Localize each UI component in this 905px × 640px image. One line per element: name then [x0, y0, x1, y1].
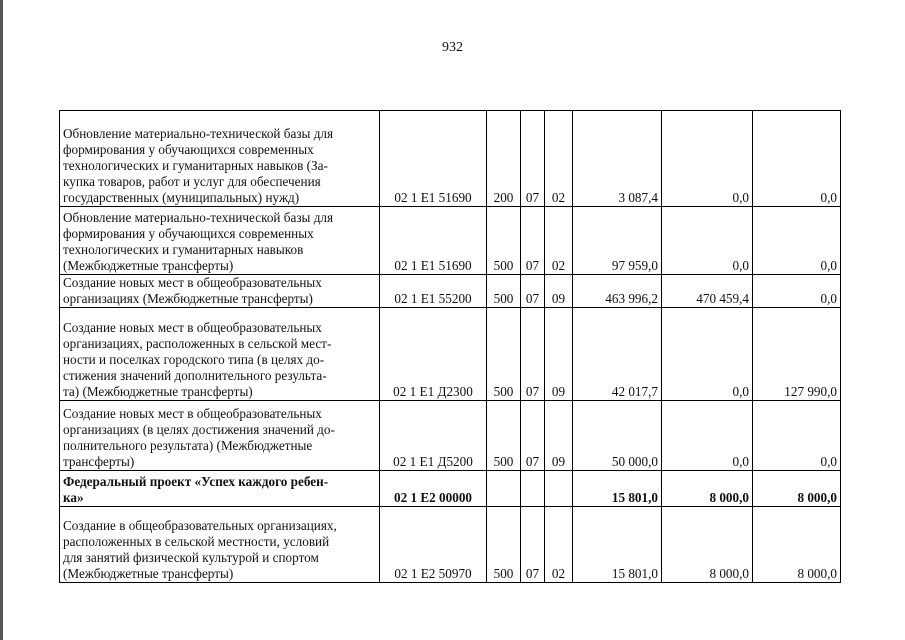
row-amount-2: 470 459,4 — [662, 275, 753, 308]
row-expense-type: 500 — [487, 275, 521, 308]
row-name — [60, 308, 380, 401]
row-section: 07 — [521, 308, 545, 401]
row-subsection: 02 — [545, 507, 573, 583]
row-name — [60, 471, 380, 507]
row-name-line: Создание в общеобразовательных организациях, — [63, 518, 337, 533]
table-row — [60, 507, 841, 583]
row-amount-2: 8 000,0 — [662, 471, 753, 507]
row-expense-type: 200 — [487, 111, 521, 207]
row-name — [60, 275, 380, 308]
row-amount-1: 97 959,0 — [573, 207, 662, 275]
row-code: 02 1 Е2 50970 — [380, 507, 487, 583]
row-subsection: 09 — [545, 401, 573, 471]
row-amount-3: 8 000,0 — [753, 507, 841, 583]
row-section: 07 — [521, 507, 545, 583]
row-section: 07 — [521, 207, 545, 275]
table-row — [60, 471, 841, 507]
row-amount-1: 50 000,0 — [573, 401, 662, 471]
budget-table — [59, 110, 841, 583]
row-name-line: та) (Межбюджетные трансферты) — [63, 384, 253, 399]
row-name-line: (Межбюджетные трансферты) — [63, 566, 234, 581]
row-name-line: купка товаров, работ и услуг для обеспечения — [63, 174, 321, 189]
row-code: 02 1 Е1 51690 — [380, 207, 487, 275]
row-subsection: 09 — [545, 275, 573, 308]
row-name — [60, 507, 380, 583]
row-name — [60, 401, 380, 471]
row-code: 02 1 Е1 Д5200 — [380, 401, 487, 471]
table-row — [60, 308, 841, 401]
row-subsection: 02 — [545, 207, 573, 275]
row-name-line: формирования у обучающихся современных — [63, 226, 314, 241]
page-number: 932 — [442, 40, 463, 55]
row-name-line: полнительного результата) (Межбюджетные — [63, 438, 313, 453]
row-subsection — [545, 471, 573, 507]
row-name-line: Федеральный проект «Успех каждого ребен- — [63, 474, 329, 489]
row-name — [60, 111, 380, 207]
row-code: 02 1 Е1 Д2300 — [380, 308, 487, 401]
row-amount-1: 42 017,7 — [573, 308, 662, 401]
table-row — [60, 207, 841, 275]
row-name-line: Обновление материально-технической базы для — [63, 126, 334, 141]
row-code: 02 1 Е1 51690 — [380, 111, 487, 207]
row-amount-2: 8 000,0 — [662, 507, 753, 583]
row-name-line: расположенных в сельской местности, условий — [63, 534, 330, 549]
row-name-line: технологических и гуманитарных навыков (За- — [63, 158, 328, 173]
row-name-line: для занятий физической культурой и спортом — [63, 550, 319, 565]
row-amount-3: 127 990,0 — [753, 308, 841, 401]
row-expense-type: 500 — [487, 308, 521, 401]
table-row — [60, 275, 841, 308]
row-section: 07 — [521, 401, 545, 471]
row-amount-1: 463 996,2 — [573, 275, 662, 308]
row-section — [521, 471, 545, 507]
row-amount-2: 0,0 — [662, 111, 753, 207]
row-amount-1: 3 087,4 — [573, 111, 662, 207]
row-amount-1: 15 801,0 — [573, 471, 662, 507]
row-amount-3: 0,0 — [753, 111, 841, 207]
row-name-line: технологических и гуманитарных навыков — [63, 242, 304, 257]
row-amount-2: 0,0 — [662, 207, 753, 275]
row-subsection: 02 — [545, 111, 573, 207]
row-section: 07 — [521, 275, 545, 308]
row-amount-3: 0,0 — [753, 275, 841, 308]
row-name-line: организациях (в целях достижения значений до- — [63, 422, 335, 437]
row-expense-type: 500 — [487, 507, 521, 583]
row-name-line: ка» — [63, 490, 84, 505]
row-name-line: стижения значений дополнительного результа- — [63, 368, 327, 383]
row-name-line: организациях (Межбюджетные трансферты) — [63, 291, 313, 306]
row-amount-1: 15 801,0 — [573, 507, 662, 583]
row-name — [60, 207, 380, 275]
row-subsection: 09 — [545, 308, 573, 401]
row-amount-3: 8 000,0 — [753, 471, 841, 507]
row-amount-3: 0,0 — [753, 207, 841, 275]
row-name-line: организациях, расположенных в сельской мест- — [63, 336, 332, 351]
row-expense-type: 500 — [487, 207, 521, 275]
row-section: 07 — [521, 111, 545, 207]
row-name-line: формирования у обучающихся современных — [63, 142, 314, 157]
row-name-line: государственных (муниципальных) нужд) — [63, 190, 300, 205]
table-row — [60, 111, 841, 207]
table-row — [60, 401, 841, 471]
row-amount-3: 0,0 — [753, 401, 841, 471]
row-name-line: Создание новых мест в общеобразовательных — [63, 320, 322, 335]
row-name-line: ности и поселках городского типа (в целях до- — [63, 352, 325, 367]
row-code: 02 1 Е2 00000 — [380, 471, 487, 507]
row-name-line: (Межбюджетные трансферты) — [63, 258, 234, 273]
row-name-line: трансферты) — [63, 454, 135, 469]
row-name-line: Создание новых мест в общеобразовательных — [63, 406, 322, 421]
budget-table-body — [60, 111, 841, 583]
row-amount-2: 0,0 — [662, 401, 753, 471]
scan-edge-line — [0, 0, 3, 640]
row-name-line: Создание новых мест в общеобразовательных — [63, 275, 322, 290]
row-name-line: Обновление материально-технической базы для — [63, 210, 334, 225]
row-expense-type: 500 — [487, 401, 521, 471]
row-expense-type — [487, 471, 521, 507]
row-code: 02 1 Е1 55200 — [380, 275, 487, 308]
row-amount-2: 0,0 — [662, 308, 753, 401]
